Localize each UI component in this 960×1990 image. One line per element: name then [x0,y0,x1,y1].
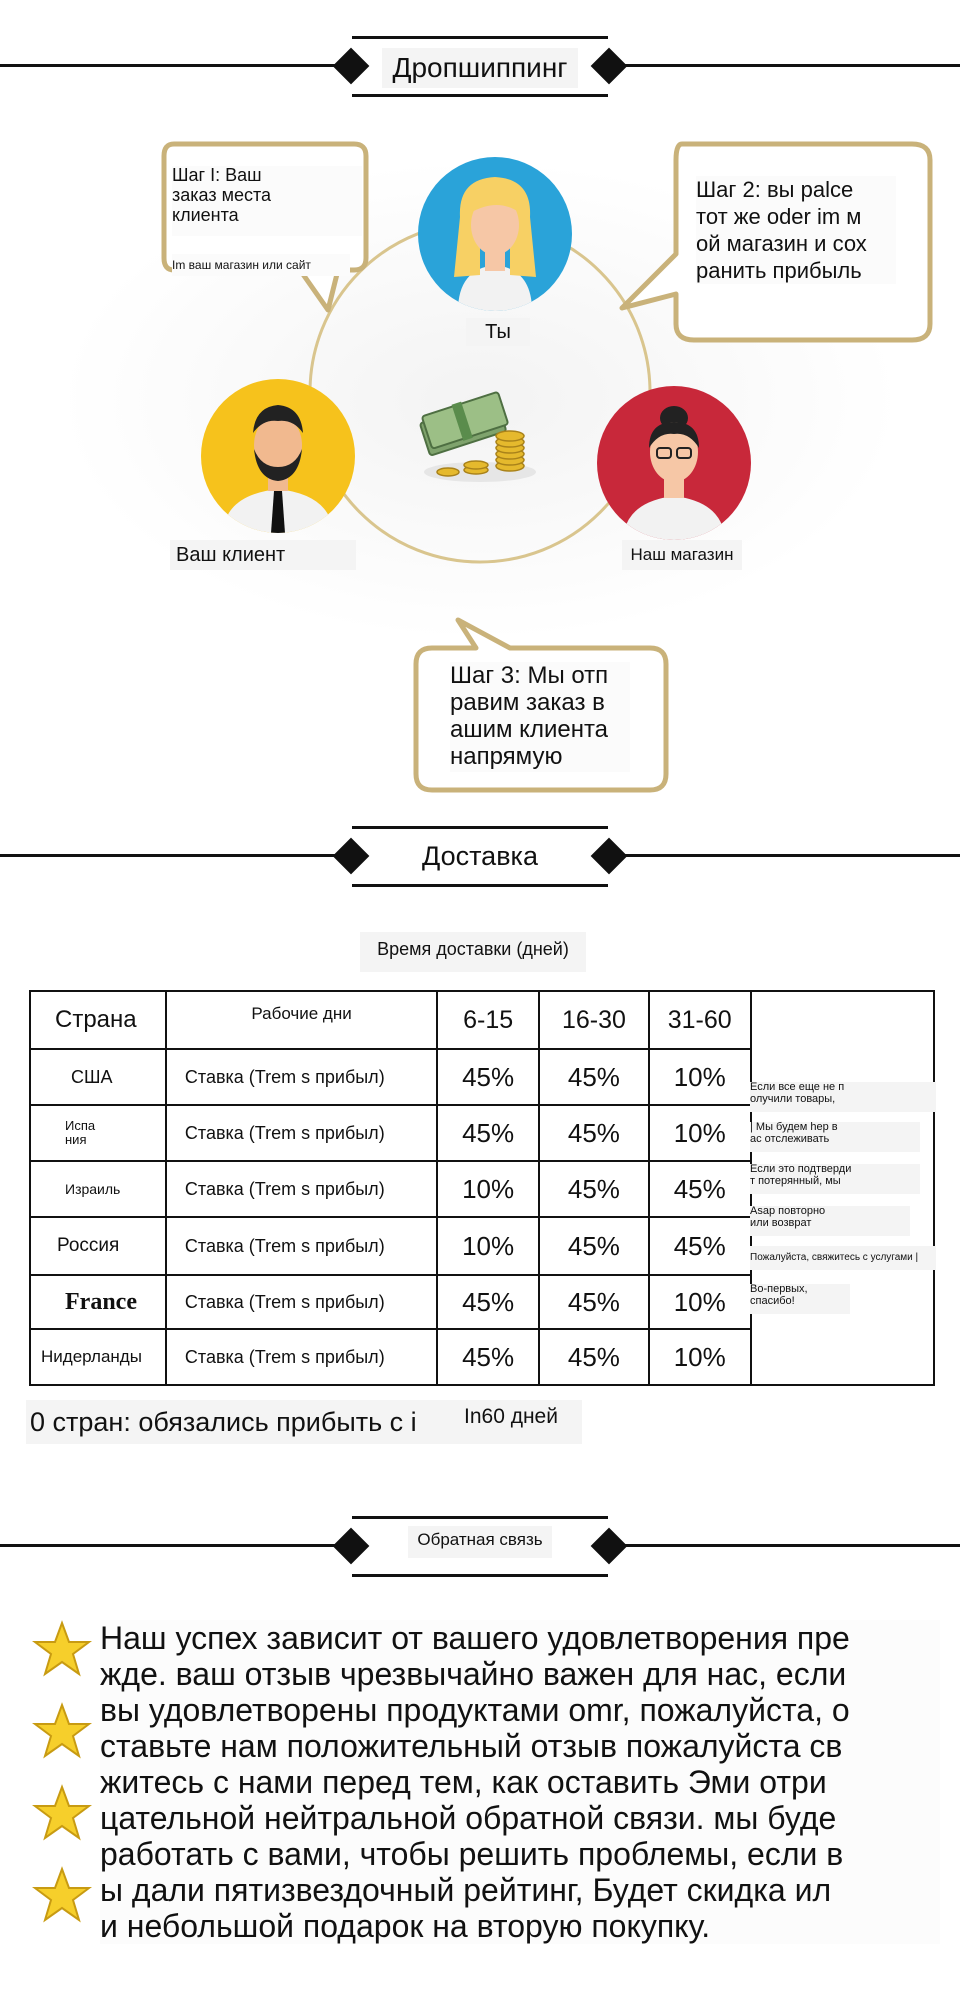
header-range-1: 6-15 [437,991,539,1049]
delivery-note: Если это подтверди т потерянный, мы [750,1164,920,1194]
country-cell: Россия [30,1217,166,1275]
value-cell: 45% [539,1217,649,1275]
section-title: Доставка [398,836,562,876]
value-cell: 10% [649,1049,751,1105]
header-box-top [352,36,608,39]
header-rule-left [0,1544,340,1547]
header-box-bottom [352,884,608,887]
value-cell: 10% [649,1275,751,1329]
country-cell: France [30,1275,166,1329]
value-cell: 10% [649,1105,751,1161]
value-cell: 45% [539,1275,649,1329]
country-cell: Нидерланды [30,1329,166,1385]
diamond-icon [333,48,370,85]
delivery-note: Во-первых, спасибо! [750,1284,850,1314]
header-rule-left [0,854,340,857]
value-cell: 45% [649,1217,751,1275]
diamond-icon [591,838,628,875]
header-box-top [352,1516,608,1519]
star-icon [32,1620,92,1680]
rate-cell: Ставка (Trem s прибыл) [166,1049,437,1105]
step3-text: Шаг 3: Мы отп равим заказ в ашим клиента напрямую [450,662,630,772]
delivery-caption: Время доставки (дней) [360,932,586,972]
star-icon [32,1866,92,1926]
header-workdays: Рабочие дни [166,991,437,1049]
value-cell: 45% [437,1329,539,1385]
star-icon [32,1702,92,1762]
diamond-icon [591,1528,628,1565]
header-rule-right [620,854,960,857]
rate-cell: Ставка (Trem s прибыл) [166,1329,437,1385]
value-cell: 45% [539,1329,649,1385]
diamond-icon [333,1528,370,1565]
rate-cell: Ставка (Trem s прибыл) [166,1105,437,1161]
header-rule-right [620,1544,960,1547]
diamond-icon [591,48,628,85]
woman-glasses-icon [597,386,751,540]
delivery-footer-text: 0 стран: обязались прибыть с і [26,1400,470,1444]
header-box-bottom [352,1574,608,1577]
header-box-bottom [352,94,608,97]
rate-cell: Ставка (Trem s прибыл) [166,1217,437,1275]
money-icon [418,376,542,486]
store-label: Наш магазин [622,540,742,570]
header-rule-left [0,64,340,67]
section-title: Дропшиппинг [382,48,578,88]
you-avatar [418,157,572,311]
header-rule-right [620,64,960,67]
client-label: Ваш клиент [170,540,356,570]
woman-blonde-icon [418,157,572,311]
value-cell: 10% [649,1329,751,1385]
value-cell: 45% [539,1161,649,1217]
man-beard-icon [201,379,355,533]
delivery-note: Если все еще не п олучили товары, [750,1082,936,1112]
value-cell: 45% [437,1105,539,1161]
value-cell: 10% [437,1217,539,1275]
client-avatar [201,379,355,533]
country-cell: Испа ния [30,1105,166,1161]
store-avatar [597,386,751,540]
rate-cell: Ставка (Trem s прибыл) [166,1275,437,1329]
value-cell: 45% [437,1049,539,1105]
country-cell: Израиль [30,1161,166,1217]
step1-subtext: Im ваш магазин или сайт [172,254,350,276]
header-range-3: 31-60 [649,991,751,1049]
section-title: Обратная связь [408,1526,552,1558]
delivery-note: Asap повторно или возврат [750,1206,910,1236]
step2-text: Шаг 2: вы palce тот же oder im м ой магазин и сох ранить прибыль [696,176,896,284]
country-cell: США [30,1049,166,1105]
you-label: Ты [466,318,530,346]
rate-cell: Ставка (Trem s прибыл) [166,1161,437,1217]
value-cell: 45% [539,1049,649,1105]
feedback-text: Наш успех зависит от вашего удовлетворения пре жде. ваш отзыв чрезвычайно важен для нас, если вы удовлетворены продуктами omr, пожалуйста, о ставьте нам положительный отзыв пожалуйста св житесь с нами перед тем, как оставить Эми отри цательной нейтральной обратной связи. мы буде работать с вами, чтобы решить проблемы, если в ы дали пятизвездочный рейтинг, Будет скидка ил и небольшой подарок на вторую покупку. [100,1620,940,1944]
delivery-note: Пожалуйста, свяжитесь с услугами | [750,1246,936,1270]
value-cell: 45% [539,1105,649,1161]
table-header-row [30,991,934,1049]
star-icon [32,1784,92,1844]
header-box-top [352,826,608,829]
step1-text: Шаг I: Ваш заказ места клиента [172,166,362,236]
value-cell: 10% [437,1161,539,1217]
delivery-note: | Мы будем hep в ас отслеживать [750,1122,920,1152]
header-country: Страна [30,991,166,1049]
header-range-2: 16-30 [539,991,649,1049]
delivery-footer-days: In60 дней [464,1400,582,1444]
value-cell: 45% [649,1161,751,1217]
value-cell: 45% [437,1275,539,1329]
diamond-icon [333,838,370,875]
